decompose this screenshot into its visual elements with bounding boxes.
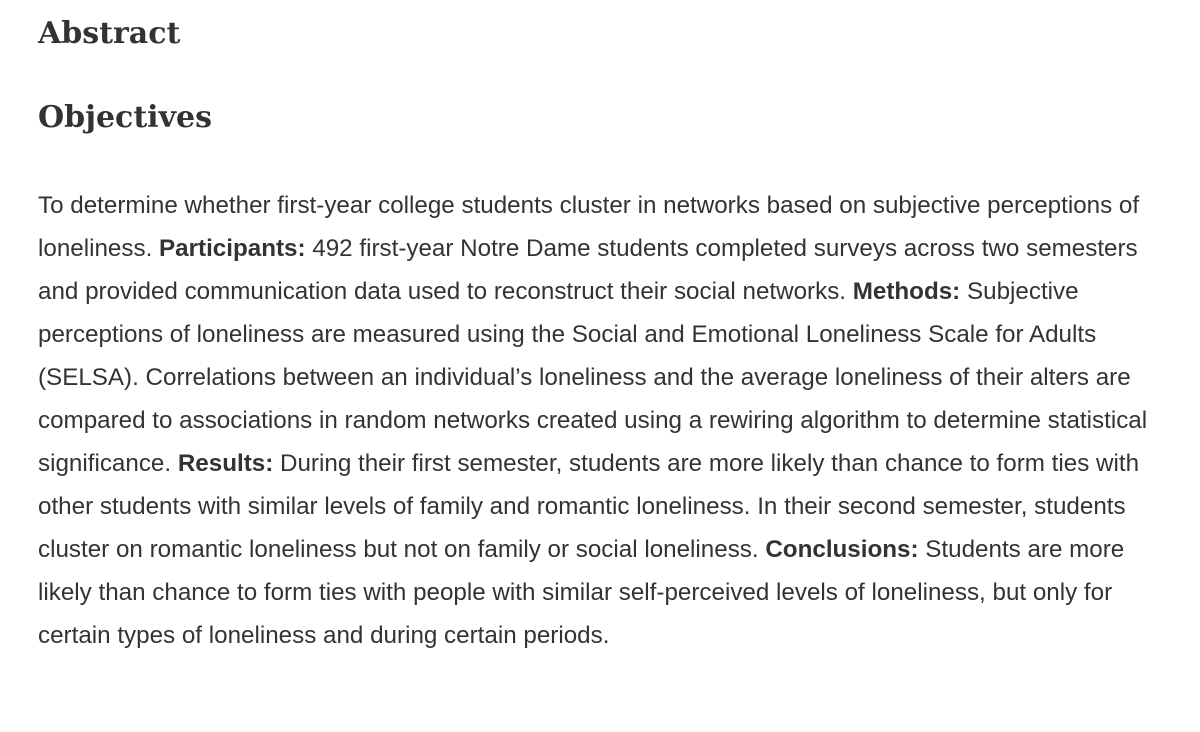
results-text: During their first semester, students are more likely than chance to form ties with other students with similar levels of family and romantic loneliness. In their second semester, students cluster on romantic loneliness but not on family or social loneliness. <box>38 450 1140 563</box>
methods-label: Methods: <box>852 278 961 305</box>
participants-text: 492 first-year Notre Dame students completed surveys across two semesters and provided communication data used to reconstruct their social networks. <box>38 235 1138 305</box>
results-label: Results: <box>177 450 274 477</box>
conclusions-label: Conclusions: <box>765 536 919 563</box>
methods-text: Subjective perceptions of loneliness are measured using the Social and Emotional Loneliness Scale for Adults (SELSA). Correlations between an individual’s loneliness and the average loneliness of their alters are compared to associations in random networks created using a rewiring algorithm to determine statistical significance. <box>38 278 1148 477</box>
participants-label: Participants: <box>159 235 306 262</box>
conclusions-text: Students are more likely than chance to form ties with people with similar self-perceived levels of loneliness, but only for certain types of loneliness and during certain periods. <box>38 536 1125 649</box>
abstract-body <box>38 184 1163 657</box>
objectives-text: To determine whether first-year college students cluster in networks based on subjective perceptions of loneliness. <box>38 192 1140 262</box>
objectives-heading: Objectives <box>38 100 212 135</box>
abstract-heading: Abstract <box>38 16 181 51</box>
